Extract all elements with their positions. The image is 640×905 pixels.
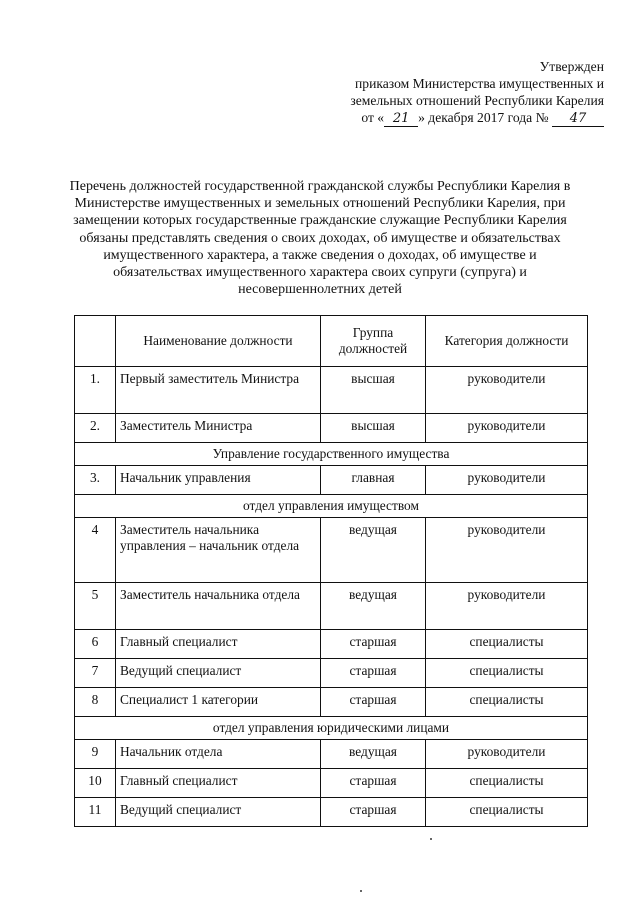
table-row (75, 518, 588, 583)
scan-speck (360, 890, 362, 892)
approval-ministry-line: земельных отношений Республики Карелия (350, 93, 604, 108)
approval-date-line (350, 109, 604, 127)
positions-table (74, 315, 588, 827)
document-heading: Перечень должностей государственной гражданской службы Республики Карелия в Министерстве имущественных и земельных отношений Республики Карелия, при замещении которых государственные гражданские служащие Республики Карелия обязаны представлять сведения о своих доходах, об имуществе и обязательствах имущественного характера, а также сведения о доходах, об имуществе и обязательствах имущественного характера своих супруги (супруга) и несовершеннолетних детей (69, 179, 571, 298)
header-category: Категория должности (426, 316, 588, 367)
row-num: 2. (75, 414, 116, 443)
row-group: старшая (321, 630, 426, 659)
row-category: руководители (426, 583, 588, 630)
row-group: старшая (321, 769, 426, 798)
approval-title: Утвержден (539, 59, 604, 74)
row-num: 6 (75, 630, 116, 659)
date-suffix: » декабря 2017 года № (418, 110, 549, 125)
date-prefix: от « (361, 110, 385, 125)
row-num: 7 (75, 659, 116, 688)
table-row (75, 659, 588, 688)
row-group: главная (321, 466, 426, 495)
row-name: Начальник управления (116, 466, 321, 495)
row-num: 10 (75, 769, 116, 798)
row-name: Главный специалист (116, 769, 321, 798)
table-row (75, 630, 588, 659)
row-name: Заместитель Министра (116, 414, 321, 443)
row-group: высшая (321, 367, 426, 414)
table-row (75, 769, 588, 798)
row-name: Первый заместитель Министра (116, 367, 321, 414)
row-category: специалисты (426, 630, 588, 659)
row-category: руководители (426, 367, 588, 414)
table-row (75, 414, 588, 443)
row-num: 1. (75, 367, 116, 414)
row-num: 9 (75, 740, 116, 769)
row-group: старшая (321, 798, 426, 827)
row-name: Ведущий специалист (116, 798, 321, 827)
row-name: Начальник отдела (116, 740, 321, 769)
scan-speck (430, 838, 432, 840)
row-num: 5 (75, 583, 116, 630)
row-num: 8 (75, 688, 116, 717)
row-name: Главный специалист (116, 630, 321, 659)
row-name: Специалист 1 категории (116, 688, 321, 717)
section-title: отдел управления имуществом (75, 495, 588, 518)
header-name: Наименование должности (116, 316, 321, 367)
row-category: специалисты (426, 688, 588, 717)
table-row (75, 367, 588, 414)
row-group: старшая (321, 659, 426, 688)
row-group: ведущая (321, 583, 426, 630)
row-category: руководители (426, 518, 588, 583)
section-title: Управление государственного имущества (75, 443, 588, 466)
table-row (75, 688, 588, 717)
row-group: ведущая (321, 518, 426, 583)
row-group: старшая (321, 688, 426, 717)
section-row (75, 443, 588, 466)
row-group: высшая (321, 414, 426, 443)
table-header-row (75, 316, 588, 367)
handwritten-day: 21 (384, 112, 418, 127)
table-row (75, 740, 588, 769)
row-name: Заместитель начальника управления – начальник отдела (116, 518, 321, 583)
row-category: специалисты (426, 798, 588, 827)
header-num (75, 316, 116, 367)
row-num: 3. (75, 466, 116, 495)
row-num: 11 (75, 798, 116, 827)
table-row (75, 798, 588, 827)
row-category: специалисты (426, 659, 588, 688)
row-name: Заместитель начальника отдела (116, 583, 321, 630)
table-row (75, 583, 588, 630)
row-name: Ведущий специалист (116, 659, 321, 688)
approval-block (350, 58, 604, 127)
row-category: руководители (426, 414, 588, 443)
handwritten-order-number: 47 (552, 112, 604, 127)
table-row (75, 466, 588, 495)
approval-order-line: приказом Министерства имущественных и (355, 76, 604, 91)
section-title: отдел управления юридическими лицами (75, 717, 588, 740)
section-row (75, 495, 588, 518)
row-category: руководители (426, 740, 588, 769)
header-group: Группа должностей (321, 316, 426, 367)
row-num: 4 (75, 518, 116, 583)
row-group: ведущая (321, 740, 426, 769)
section-row (75, 717, 588, 740)
row-category: специалисты (426, 769, 588, 798)
row-category: руководители (426, 466, 588, 495)
